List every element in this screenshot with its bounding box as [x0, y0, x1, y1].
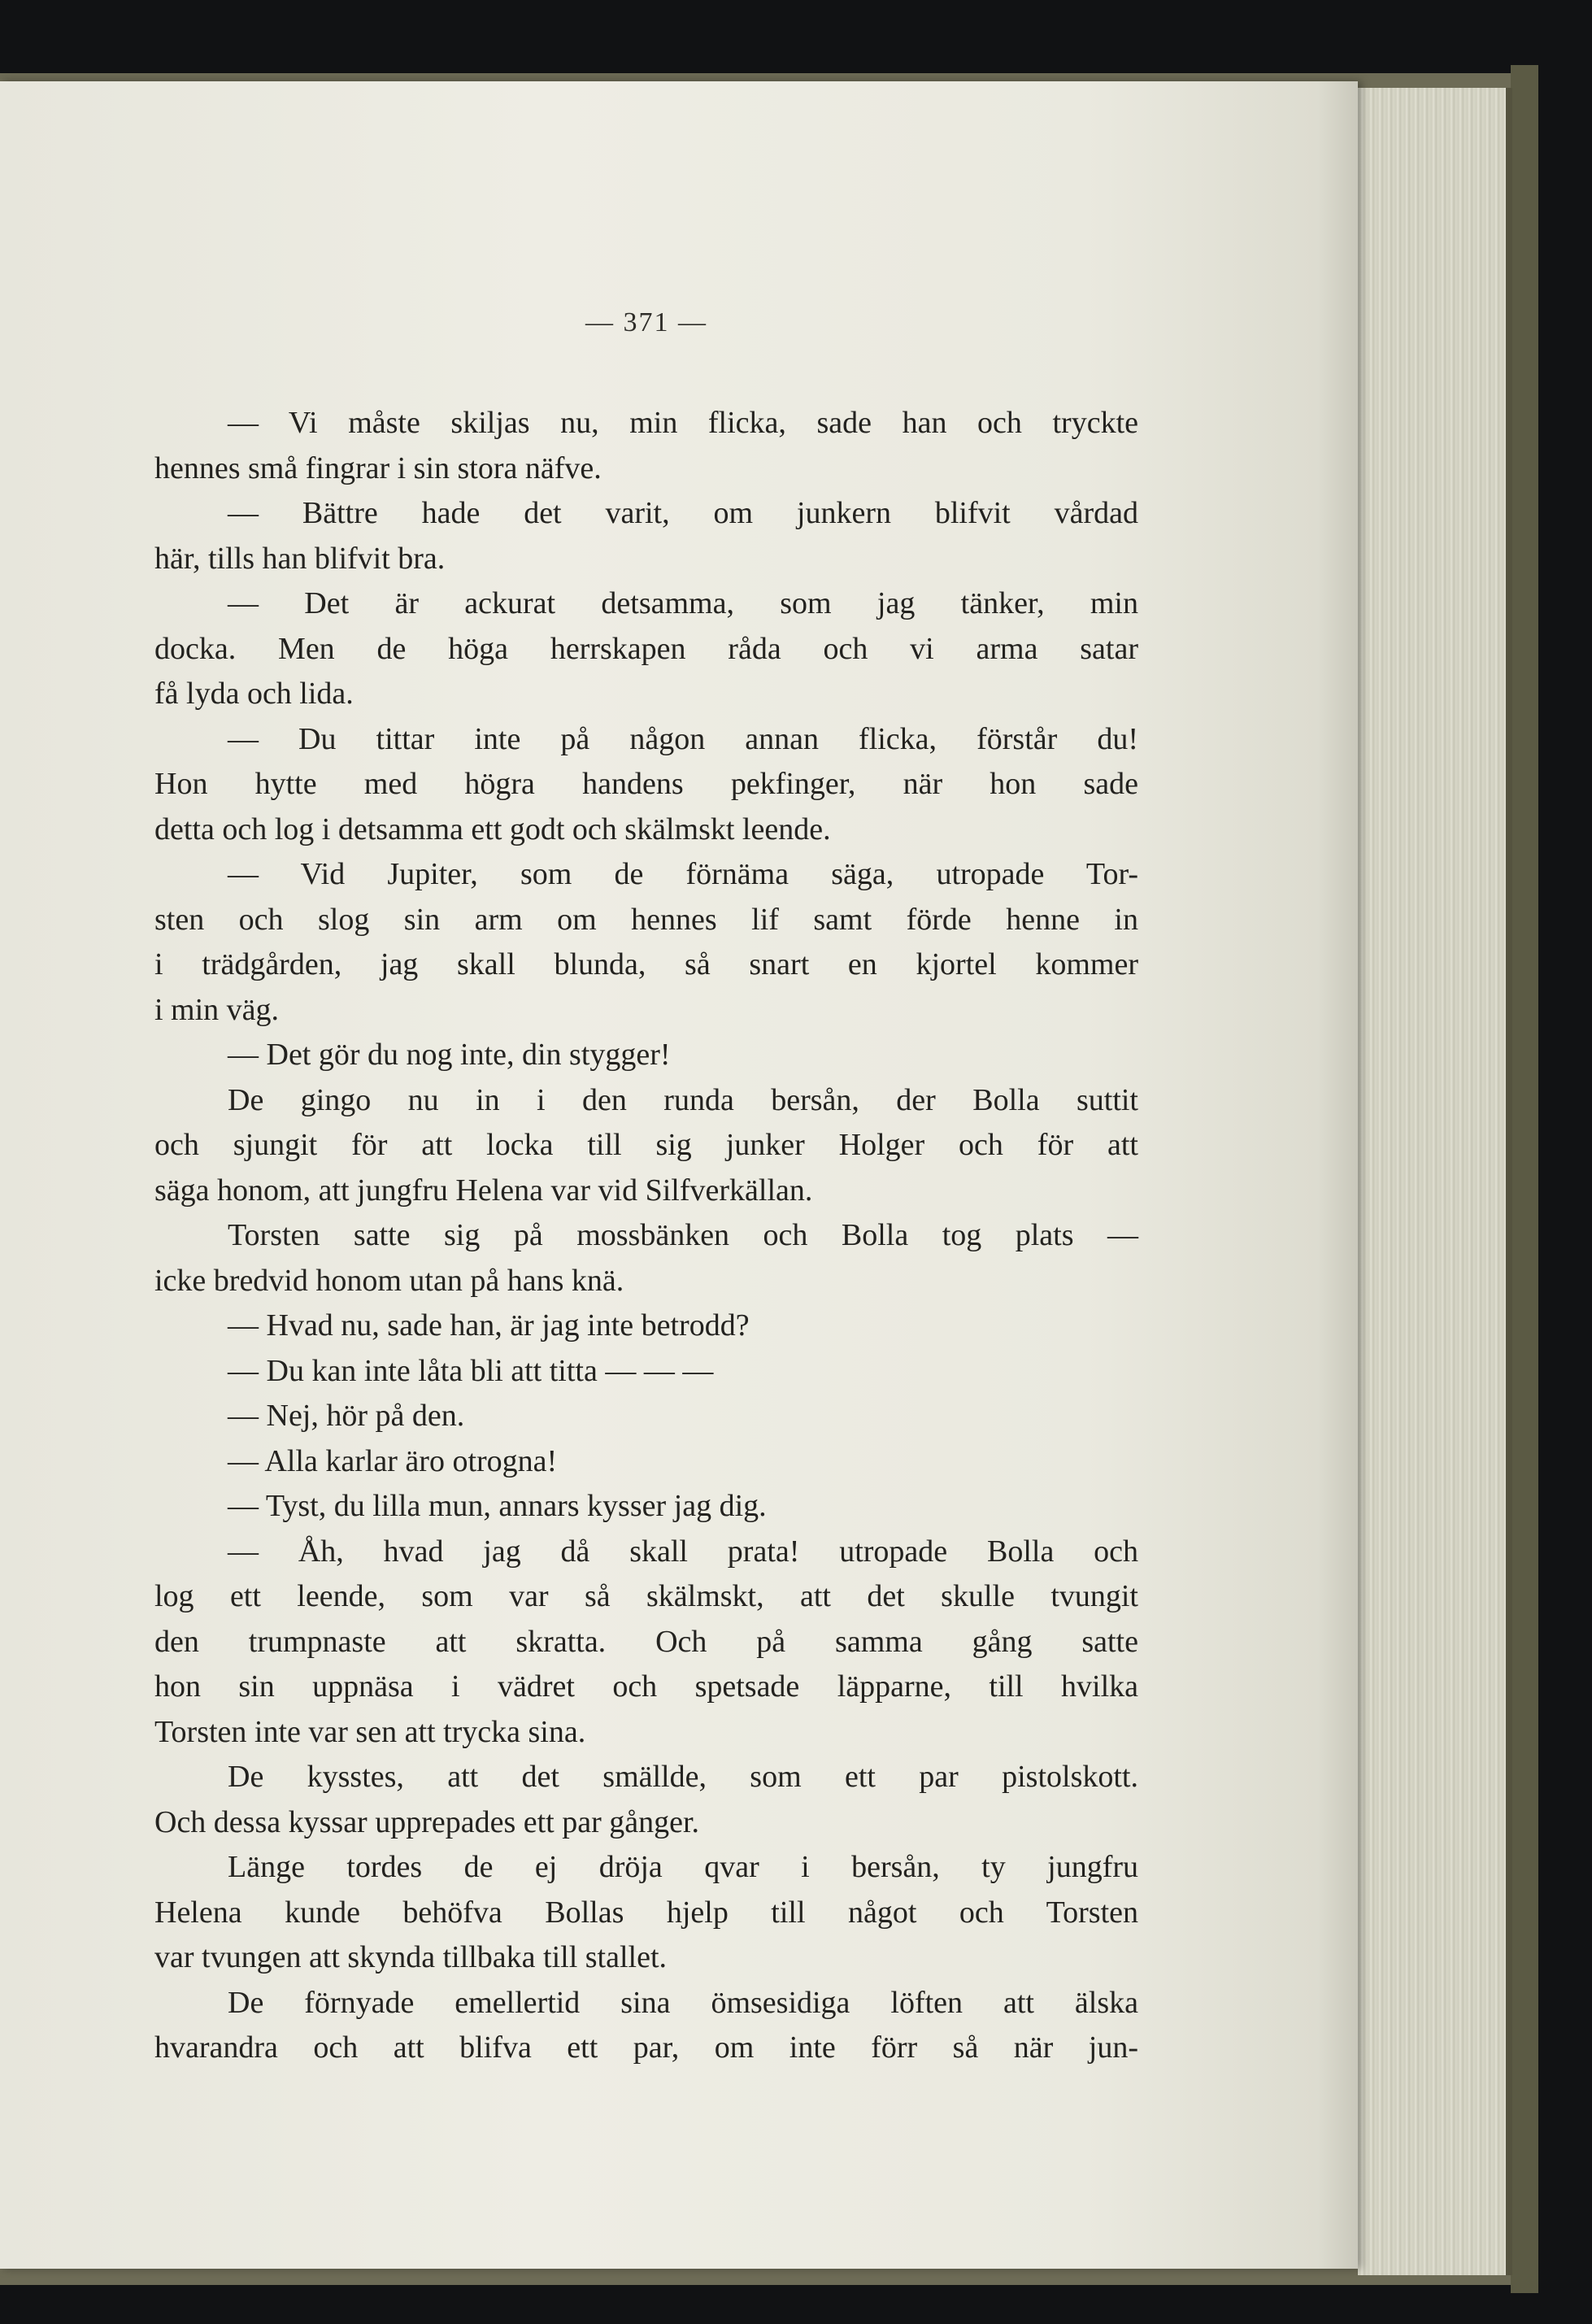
text-line: säga honom, att jungfru Helena var vid Silfverkällan.	[154, 1173, 813, 1208]
text-line: den trumpnaste att skratta. Och på samma gång satte	[154, 1624, 1138, 1659]
text-line: — Hvad nu, sade han, är jag inte betrodd?	[228, 1308, 750, 1343]
text-line: i min väg.	[154, 992, 280, 1027]
text-line: — Det gör du nog inte, din stygger!	[228, 1038, 671, 1072]
text-line: De gingo nu in i den runda bersån, der Bolla suttit	[228, 1082, 1138, 1117]
text-line: — Nej, hör på den.	[228, 1399, 465, 1433]
text-line: — Bättre hade det varit, om junkern blifvit vårdad	[228, 496, 1138, 530]
text-line: — Det är ackurat detsamma, som jag tänker, min	[228, 586, 1138, 620]
book-cover-edge	[1511, 65, 1538, 2293]
text-line: — Du tittar inte på någon annan flicka, förstår du!	[228, 721, 1138, 756]
text-line: Hon hytte med högra handens pekfinger, när hon sade	[154, 767, 1138, 801]
text-line: — Alla karlar äro otrogna!	[228, 1443, 558, 1478]
page-paper	[0, 81, 1358, 2269]
text-line: var tvungen att skynda tillbaka till stallet.	[154, 1940, 668, 1974]
text-line: få lyda och lida.	[154, 677, 354, 711]
text-line: Torsten inte var sen att trycka sina.	[154, 1714, 586, 1749]
text-line: — Tyst, du lilla mun, annars kysser jag dig.	[228, 1489, 767, 1523]
text-line: De kysstes, att det smällde, som ett par pistolskott.	[228, 1760, 1138, 1794]
text-line: De förnyade emellertid sina ömsesidiga löften att älska	[228, 1985, 1138, 2020]
text-line: Helena kunde behöfva Bollas hjelp till något och Torsten	[154, 1895, 1138, 1930]
text-line: — Du kan inte låta bli att titta — — —	[228, 1353, 714, 1388]
text-line: docka. Men de höga herrskapen råda och vi arma satar	[154, 631, 1138, 666]
page-number: — 371 —	[585, 307, 707, 337]
text-line: — Åh, hvad jag då skall prata! utropade Bolla och	[228, 1534, 1138, 1569]
text-line: sten och slog sin arm om hennes lif samt förde henne in	[154, 902, 1138, 937]
text-line: hvarandra och att blifva ett par, om inte förr så när jun-	[154, 2030, 1138, 2065]
text-line: Och dessa kyssar upprepades ett par gånger.	[154, 1804, 700, 1839]
text-line: Torsten satte sig på mossbänken och Bolla tog plats —	[228, 1218, 1138, 1252]
text-line: detta och log i detsamma ett godt och skälmskt leende.	[154, 812, 831, 846]
text-line: log ett leende, som var så skälmskt, att det skulle tvungit	[154, 1579, 1138, 1613]
text-line: i trädgården, jag skall blunda, så snart en kjortel kommer	[154, 947, 1138, 981]
text-line: — Vi måste skiljas nu, min flicka, sade han och tryckte	[228, 406, 1138, 440]
text-line: hennes små fingrar i sin stora näfve.	[154, 450, 602, 485]
text-line: hon sin uppnäsa i vädret och spetsade läpparne, till hvilka	[154, 1669, 1138, 1704]
text-line: Länge tordes de ej dröja qvar i bersån, ty jungfru	[228, 1850, 1138, 1884]
text-line: — Vid Jupiter, som de förnäma säga, utropade Tor-	[228, 857, 1138, 891]
text-line: här, tills han blifvit bra.	[154, 541, 446, 576]
text-line: och sjungit för att locka till sig junker Holger och för att	[154, 1128, 1138, 1162]
page-edges	[1358, 88, 1512, 2275]
text-line: icke bredvid honom utan på hans knä.	[154, 1263, 624, 1298]
